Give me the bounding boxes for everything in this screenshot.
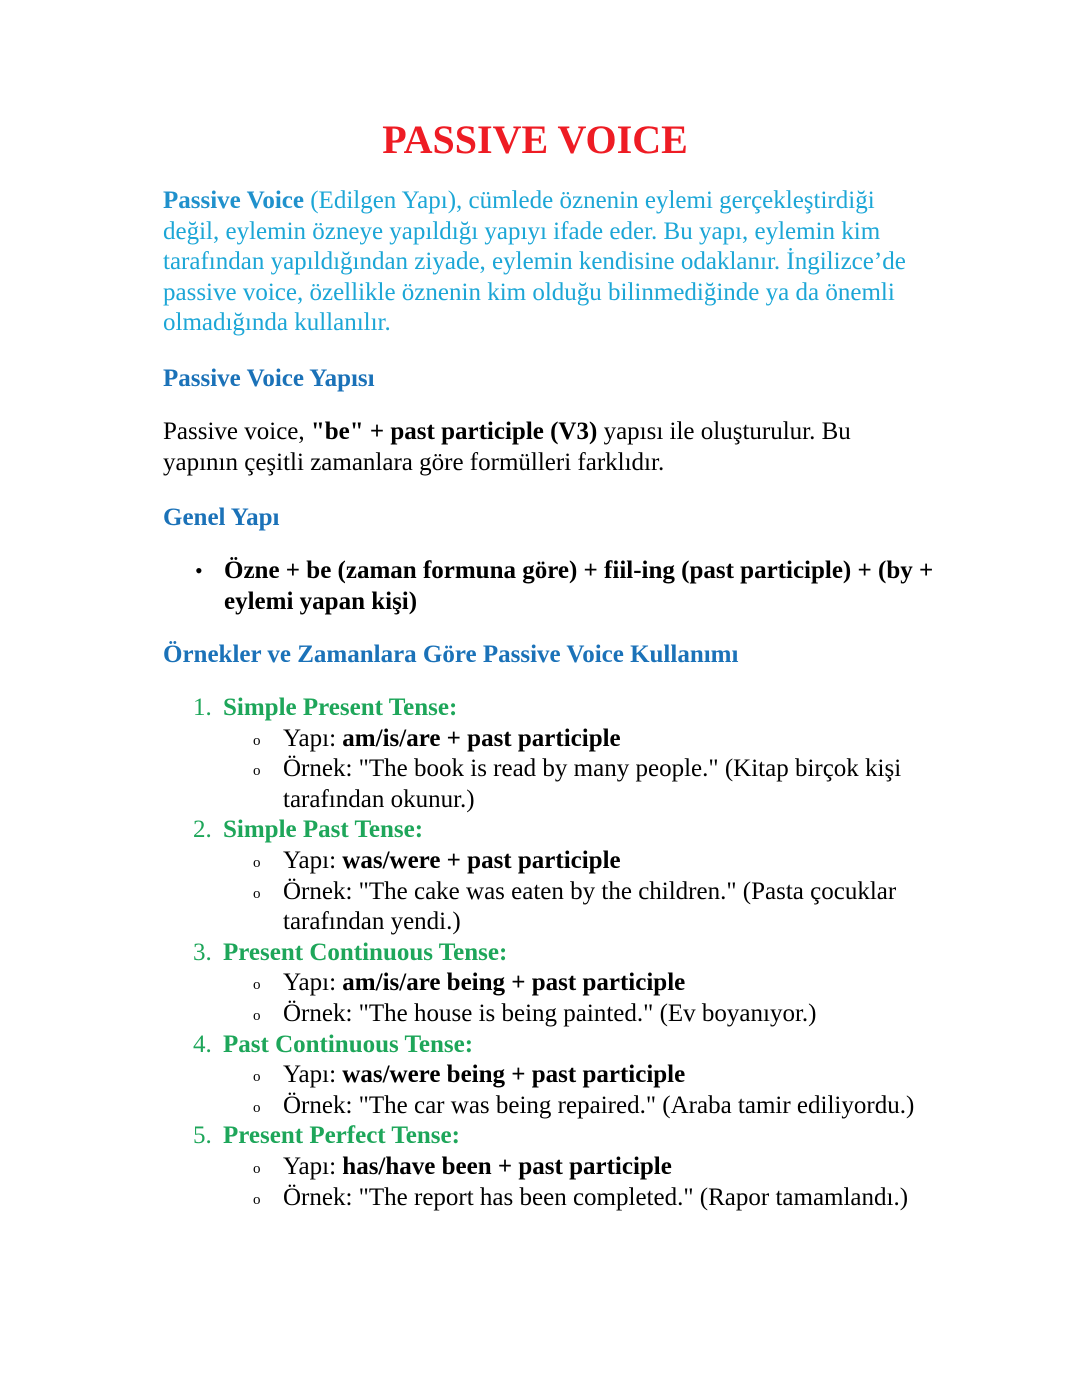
list-item xyxy=(0,1121,1080,1213)
example-item xyxy=(0,1091,1080,1122)
heading-general: Genel Yapı xyxy=(163,504,280,531)
example-item xyxy=(0,877,1080,938)
page-title: PASSIVE VOICE xyxy=(382,117,688,162)
tense-name: Simple Present Tense: xyxy=(223,694,458,721)
tense-heading xyxy=(0,815,1080,846)
example-item xyxy=(0,1183,1080,1214)
list-item xyxy=(0,815,1080,937)
structure-paragraph xyxy=(163,417,923,478)
structure-formula: has/have been + past participle xyxy=(342,1152,672,1180)
circle-bullet-icon: o xyxy=(253,1160,261,1177)
example-text: "The book is read by many people." (Kitap birçok kişi tarafından okunur.) xyxy=(283,755,902,813)
structure-label: Yapı: xyxy=(283,724,343,752)
general-bullet xyxy=(195,556,935,617)
tense-heading xyxy=(0,1030,1080,1061)
bullet-icon: • xyxy=(195,558,203,583)
intro-text: (Edilgen Yapı), cümlede öznenin eylemi gerçekleştirdiği değil, eylemin özneye yapıldığı yapıyı ifade eder. Bu yapı, eylemin kim tarafından yapıldığından ziyade, eylemin kendisine odaklanır. İngilizce’de passive voice, özellikle öznenin kim olduğu bilinmediğinde ya da önemli olmadığında kullanılır. xyxy=(163,187,906,337)
structure-formula: was/were + past participle xyxy=(342,846,621,874)
tense-heading xyxy=(0,693,1080,724)
structure-formula: am/is/are + past participle xyxy=(342,724,621,752)
structure-item xyxy=(0,846,1080,877)
structure-label: Yapı: xyxy=(283,1152,343,1180)
circle-bullet-icon: o xyxy=(253,977,261,994)
structure-label: Yapı: xyxy=(283,1061,343,1089)
example-text: "The report has been completed." (Rapor tamamlandı.) xyxy=(358,1183,909,1211)
circle-bullet-icon: o xyxy=(253,885,261,902)
intro-paragraph xyxy=(163,186,923,339)
circle-bullet-icon: o xyxy=(253,854,261,871)
general-formula: Özne + be (zaman formuna göre) + fiil-ing (past participle) + (by + eylemi yapan kişi) xyxy=(224,557,934,615)
example-label: Örnek: xyxy=(283,1183,359,1211)
tense-heading xyxy=(0,938,1080,969)
structure-item xyxy=(0,724,1080,755)
intro-lead: Passive Voice xyxy=(163,187,304,214)
tense-list xyxy=(0,693,1080,1213)
example-text: "The car was being repaired." (Araba tamir ediliyordu.) xyxy=(358,1091,915,1119)
example-text: "The house is being painted." (Ev boyanıyor.) xyxy=(358,999,817,1027)
list-item xyxy=(0,693,1080,815)
example-label: Örnek: xyxy=(283,999,359,1027)
structure-label: Yapı: xyxy=(283,969,343,997)
example-item xyxy=(0,999,1080,1030)
tense-number: 4. xyxy=(193,1030,212,1058)
circle-bullet-icon: o xyxy=(253,1191,261,1208)
structure-item xyxy=(0,1060,1080,1091)
circle-bullet-icon: o xyxy=(253,1007,261,1024)
structure-text-before: Passive voice, xyxy=(163,418,311,445)
tense-name: Simple Past Tense: xyxy=(223,816,424,844)
circle-bullet-icon: o xyxy=(253,1099,261,1116)
tense-number: 5. xyxy=(193,1122,212,1150)
structure-text-after: yapısı ile oluşturulur. Bu yapının çeşitli zamanlara göre formülleri farklıdır. xyxy=(163,418,851,476)
example-text: "The cake was eaten by the children." (Pasta çocuklar tarafından yendi.) xyxy=(283,877,897,936)
example-item xyxy=(0,754,1080,815)
example-label: Örnek: xyxy=(283,877,359,905)
list-item xyxy=(0,1030,1080,1122)
tense-number: 2. xyxy=(193,816,212,844)
tense-number: 3. xyxy=(193,938,212,966)
tense-name: Present Perfect Tense: xyxy=(223,1122,460,1150)
circle-bullet-icon: o xyxy=(253,1069,261,1086)
example-label: Örnek: xyxy=(283,755,359,783)
example-label: Örnek: xyxy=(283,1091,359,1119)
structure-formula: "be" + past participle (V3) xyxy=(310,418,598,445)
structure-formula: am/is/are being + past participle xyxy=(342,969,686,997)
circle-bullet-icon: o xyxy=(253,763,261,780)
tense-name: Past Continuous Tense: xyxy=(223,1030,474,1058)
heading-structure: Passive Voice Yapısı xyxy=(163,365,375,392)
structure-label: Yapı: xyxy=(283,846,343,874)
list-item xyxy=(0,938,1080,1030)
tense-name: Present Continuous Tense: xyxy=(223,938,508,966)
tense-number: 1. xyxy=(193,694,212,721)
tense-heading xyxy=(0,1121,1080,1152)
circle-bullet-icon: o xyxy=(253,732,261,749)
structure-item xyxy=(0,1152,1080,1183)
heading-examples: Örnekler ve Zamanlara Göre Passive Voice Kullanımı xyxy=(163,641,739,668)
structure-item xyxy=(0,968,1080,999)
structure-formula: was/were being + past participle xyxy=(342,1061,686,1089)
